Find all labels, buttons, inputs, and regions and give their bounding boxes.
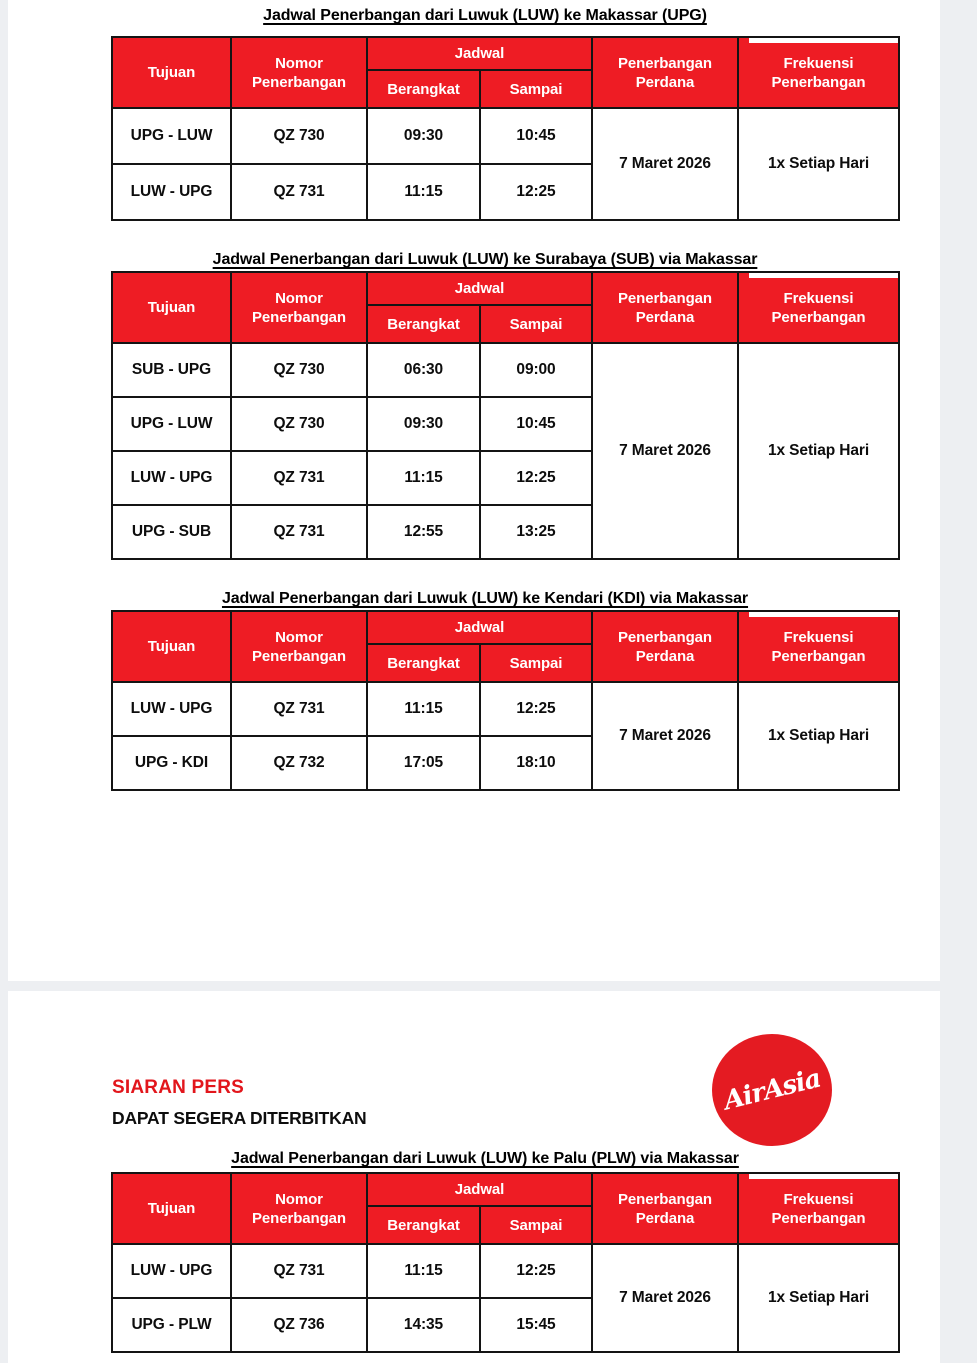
header-penerbangan-perdana: Penerbangan Perdana (592, 1173, 738, 1244)
header-nomor-penerbangan: Nomor Penerbangan (231, 272, 367, 343)
flight-row (112, 343, 899, 397)
flight-number-cell: QZ 730 (231, 108, 367, 164)
departure-time-cell: 11:15 (367, 164, 480, 220)
table-container-luw-sub (111, 271, 900, 560)
first-flight-date-cell: 7 Maret 2026 (592, 343, 738, 559)
frequency-cell: 1x Setiap Hari (738, 343, 899, 559)
departure-time-cell: 06:30 (367, 343, 480, 397)
header-tujuan: Tujuan (112, 37, 231, 108)
airasia-logo-text: AirAsia (720, 1063, 824, 1117)
flight-number-cell: QZ 731 (231, 1244, 367, 1298)
flight-number-cell: QZ 732 (231, 736, 367, 790)
header-jadwal: Jadwal (367, 37, 592, 70)
header-tujuan: Tujuan (112, 1173, 231, 1244)
route-cell: UPG - SUB (112, 505, 231, 559)
table-title-luw-plw: Jadwal Penerbangan dari Luwuk (LUW) ke Palu (PLW) via Makassar (231, 1150, 739, 1167)
arrival-time-cell: 10:45 (480, 108, 592, 164)
table-container-luw-kdi (111, 610, 900, 791)
arrival-time-cell: 15:45 (480, 1298, 592, 1352)
airasia-logo-icon (712, 1034, 832, 1146)
header-tujuan: Tujuan (112, 611, 231, 682)
header-berangkat: Berangkat (367, 644, 480, 682)
header-nomor-penerbangan: Nomor Penerbangan (231, 37, 367, 108)
departure-time-cell: 09:30 (367, 108, 480, 164)
route-cell: LUW - UPG (112, 1244, 231, 1298)
arrival-time-cell: 12:25 (480, 682, 592, 736)
header-nomor-penerbangan: Nomor Penerbangan (231, 1173, 367, 1244)
first-flight-date-cell: 7 Maret 2026 (592, 682, 738, 790)
route-cell: UPG - PLW (112, 1298, 231, 1352)
header-jadwal: Jadwal (367, 272, 592, 305)
table-title-luw-sub: Jadwal Penerbangan dari Luwuk (LUW) ke Surabaya (SUB) via Makassar (212, 251, 758, 268)
route-cell: UPG - LUW (112, 108, 231, 164)
flight-number-cell: QZ 730 (231, 397, 367, 451)
header-jadwal: Jadwal (367, 1173, 592, 1206)
flight-number-cell: QZ 731 (231, 682, 367, 736)
header-sampai: Sampai (480, 305, 592, 343)
press-release-label: SIARAN PERS (112, 1077, 245, 1098)
arrival-time-cell: 12:25 (480, 164, 592, 220)
flight-row (112, 1244, 899, 1298)
arrival-time-cell: 10:45 (480, 397, 592, 451)
header-tujuan: Tujuan (112, 272, 231, 343)
header-penerbangan-perdana: Penerbangan Perdana (592, 611, 738, 682)
header-frekuensi-penerbangan: Frekuensi Penerbangan (738, 272, 899, 343)
departure-time-cell: 17:05 (367, 736, 480, 790)
departure-time-cell: 11:15 (367, 682, 480, 736)
header-sampai: Sampai (480, 1206, 592, 1244)
first-flight-date-cell: 7 Maret 2026 (592, 1244, 738, 1352)
header-jadwal: Jadwal (367, 611, 592, 644)
flight-number-cell: QZ 731 (231, 164, 367, 220)
departure-time-cell: 14:35 (367, 1298, 480, 1352)
arrival-time-cell: 12:25 (480, 451, 592, 505)
header-penerbangan-perdana: Penerbangan Perdana (592, 37, 738, 108)
route-cell: LUW - UPG (112, 451, 231, 505)
route-cell: SUB - UPG (112, 343, 231, 397)
route-cell: LUW - UPG (112, 164, 231, 220)
header-frekuensi-penerbangan: Frekuensi Penerbangan (738, 37, 899, 108)
flight-number-cell: QZ 731 (231, 505, 367, 559)
frequency-cell: 1x Setiap Hari (738, 108, 899, 220)
table-title-luw-kdi: Jadwal Penerbangan dari Luwuk (LUW) ke Kendari (KDI) via Makassar (221, 590, 749, 607)
flight-schedule-table-3 (111, 610, 900, 791)
table-title-luw-upg: Jadwal Penerbangan dari Luwuk (LUW) ke Makassar (UPG) (263, 7, 707, 24)
header-frekuensi-penerbangan: Frekuensi Penerbangan (738, 1173, 899, 1244)
header-berangkat: Berangkat (367, 305, 480, 343)
arrival-time-cell: 09:00 (480, 343, 592, 397)
flight-number-cell: QZ 736 (231, 1298, 367, 1352)
flight-row (112, 682, 899, 736)
route-cell: LUW - UPG (112, 682, 231, 736)
flight-number-cell: QZ 731 (231, 451, 367, 505)
departure-time-cell: 12:55 (367, 505, 480, 559)
flight-schedule-table-2 (111, 271, 900, 560)
departure-time-cell: 11:15 (367, 451, 480, 505)
arrival-time-cell: 13:25 (480, 505, 592, 559)
header-berangkat: Berangkat (367, 70, 480, 108)
table-container-luw-upg (111, 36, 900, 221)
arrival-time-cell: 12:25 (480, 1244, 592, 1298)
flight-schedule-table-1 (111, 36, 900, 221)
flight-schedule-table-4 (111, 1172, 900, 1353)
header-nomor-penerbangan: Nomor Penerbangan (231, 611, 367, 682)
departure-time-cell: 11:15 (367, 1244, 480, 1298)
first-flight-date-cell: 7 Maret 2026 (592, 108, 738, 220)
header-berangkat: Berangkat (367, 1206, 480, 1244)
frequency-cell: 1x Setiap Hari (738, 682, 899, 790)
flight-row (112, 108, 899, 164)
route-cell: UPG - LUW (112, 397, 231, 451)
header-sampai: Sampai (480, 644, 592, 682)
header-frekuensi-penerbangan: Frekuensi Penerbangan (738, 611, 899, 682)
departure-time-cell: 09:30 (367, 397, 480, 451)
press-release-subtitle: DAPAT SEGERA DITERBITKAN (112, 1108, 367, 1128)
header-sampai: Sampai (480, 70, 592, 108)
arrival-time-cell: 18:10 (480, 736, 592, 790)
frequency-cell: 1x Setiap Hari (738, 1244, 899, 1352)
header-penerbangan-perdana: Penerbangan Perdana (592, 272, 738, 343)
table-container-luw-plw (111, 1172, 900, 1353)
route-cell: UPG - KDI (112, 736, 231, 790)
flight-number-cell: QZ 730 (231, 343, 367, 397)
